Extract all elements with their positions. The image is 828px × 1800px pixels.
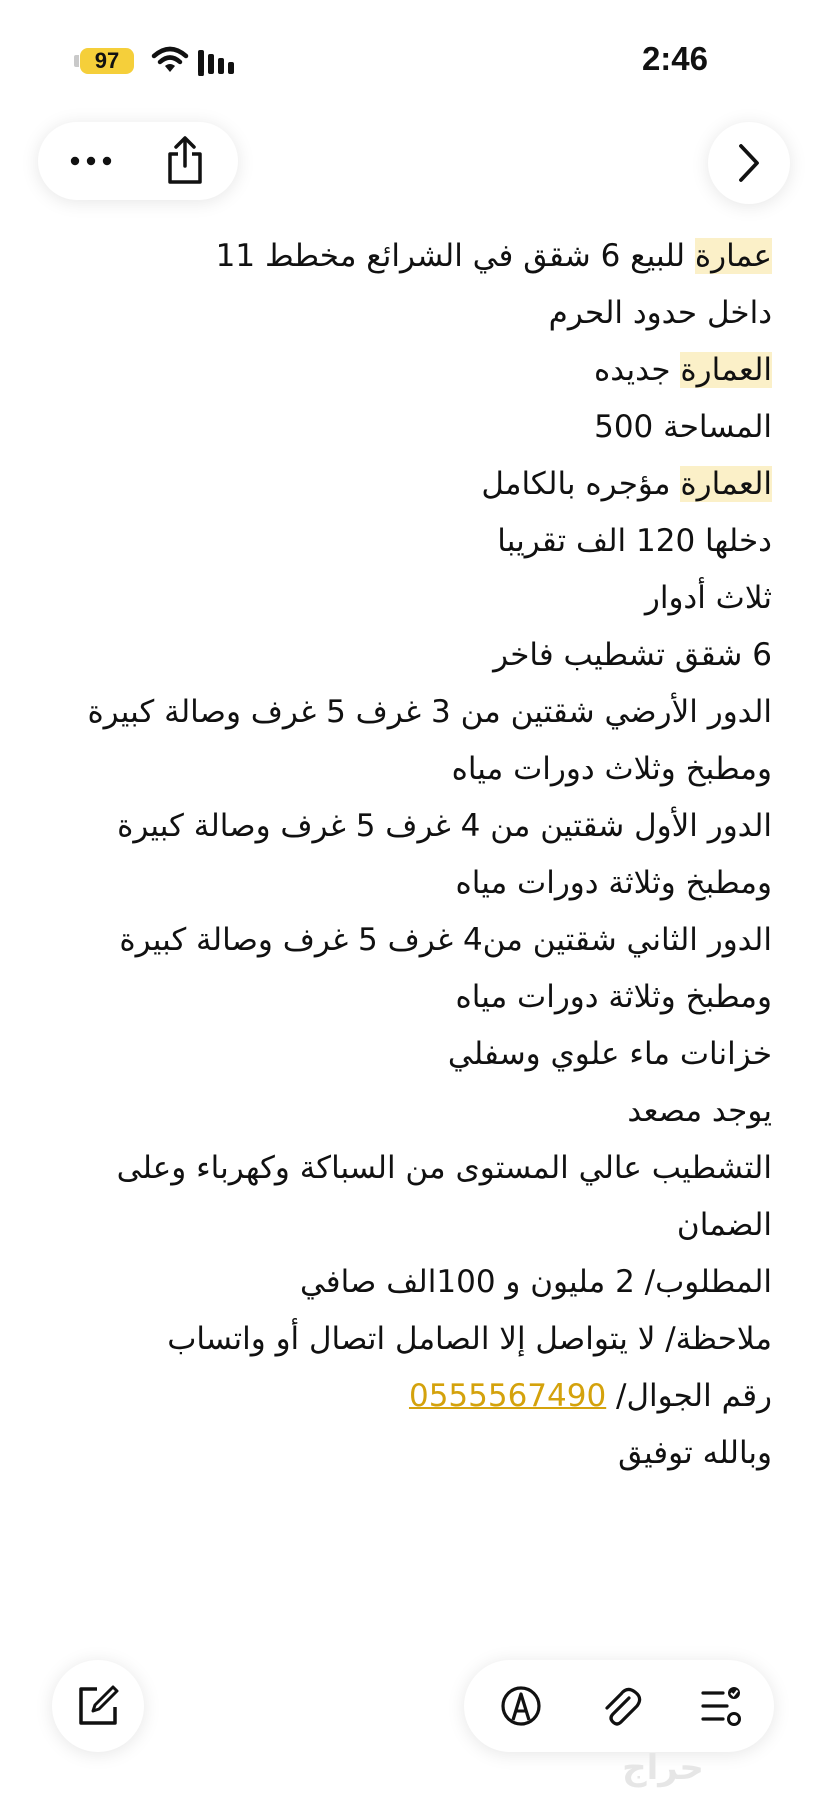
wifi-icon [150,44,190,76]
battery-indicator: 97 [80,48,134,74]
markup-pen-icon [499,1684,543,1728]
phone-label: رقم الجوال/ [606,1378,772,1414]
paperclip-icon [599,1684,643,1728]
compose-button[interactable] [52,1660,144,1752]
search-highlight: العمارة [680,352,772,388]
status-time: 2:46 [641,40,708,77]
status-bar [0,0,828,110]
chevron-right-icon [737,143,761,183]
note-line: الدور الثاني شقتين من4 غرف 5 غرف وصالة كبيرة [119,922,772,958]
search-highlight: عمارة [694,238,772,274]
note-line: التشطيب عالي المستوى من السباكة وكهرباء وعلى [116,1150,772,1186]
note-line: المطلوب/ 2 مليون و 100الف صافي [299,1264,772,1300]
note-line: 6 شقق تشطيب فاخر [493,637,772,673]
phone-number-link[interactable]: 0555567490 [408,1378,607,1414]
note-line: يوجد مصعد [627,1093,772,1129]
share-button[interactable] [140,122,230,200]
checklist-button[interactable] [676,1660,766,1752]
ellipsis-icon [69,156,113,166]
note-line: المساحة 500 [594,409,772,445]
note-line: ومطبخ وثلاثة دورات مياه [455,979,772,1015]
more-button[interactable] [46,122,136,200]
phone-line [32,1368,772,1425]
markup-button[interactable] [476,1660,566,1752]
share-icon [165,136,205,186]
battery-nub [74,55,79,67]
checklist-icon [699,1684,743,1728]
note-line: ومطبخ وثلاث دورات مياه [451,751,772,787]
search-highlight: العمارة [680,466,772,502]
note-line: خزانات ماء علوي وسفلي [447,1036,772,1072]
bottom-toolbar [464,1660,774,1752]
note-closing: وبالله توفيق [618,1435,772,1471]
note-line: الدور الأرضي شقتين من 3 غرف 5 غرف وصالة كبيرة [87,694,772,730]
note-line: العمارة جديده [593,352,772,388]
signal-strength-icon [198,48,240,76]
note-line: داخل حدود الحرم [548,295,772,331]
note-line: الضمان [676,1207,772,1243]
note-line: العمارة مؤجره بالكامل [481,466,772,502]
forward-button[interactable] [708,122,790,204]
note-line: الدور الأول شقتين من 4 غرف 5 غرف وصالة كبيرة [117,808,772,844]
note-line: ومطبخ وثلاثة دورات مياه [455,865,772,901]
attach-button[interactable] [576,1660,666,1752]
haraj-watermark: حراج [622,1748,704,1788]
note-line: ثلاث أدوار [644,580,772,616]
note-line: ملاحظة/ لا يتواصل إلا الصامل اتصال أو واتساب [167,1321,772,1357]
note-line: دخلها 120 الف تقريبا [497,523,772,559]
top-toolbar [38,122,238,200]
note-line: عمارة للبيع 6 شقق في الشرائع مخطط 11 [215,238,772,274]
note-body[interactable] [32,228,772,1482]
compose-icon [75,1683,121,1729]
